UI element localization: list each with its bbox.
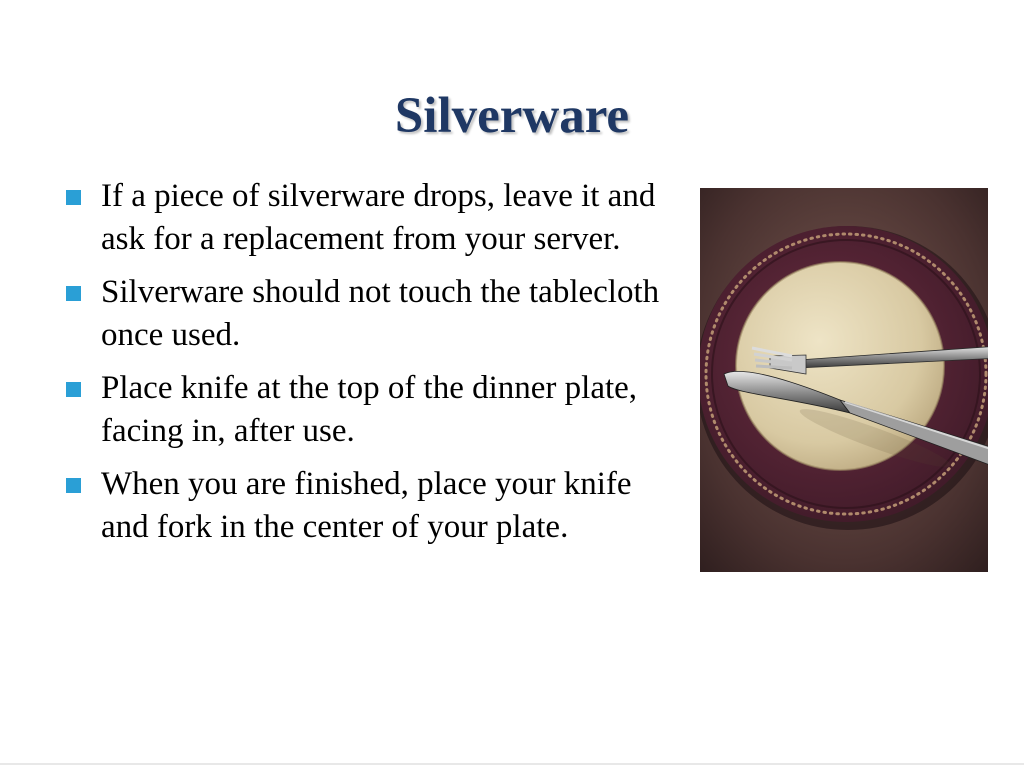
square-bullet-icon	[66, 478, 81, 493]
footer-divider	[0, 763, 1024, 765]
plate-photo	[700, 188, 988, 572]
slide-title: Silverware	[394, 88, 630, 144]
square-bullet-icon	[66, 286, 81, 301]
bullet-item	[64, 463, 664, 549]
bullet-list	[64, 175, 664, 559]
square-bullet-icon	[66, 382, 81, 397]
bullet-item	[64, 271, 664, 357]
bullet-text: Silverware should not touch the tablecloth once used.	[101, 274, 660, 353]
square-bullet-icon	[66, 190, 81, 205]
bullet-item	[64, 367, 664, 453]
bullet-item	[64, 175, 664, 261]
bullet-text: Place knife at the top of the dinner plate, facing in, after use.	[101, 370, 638, 449]
bullet-text: When you are finished, place your knife and fork in the center of your plate.	[101, 466, 632, 545]
bullet-text: If a piece of silverware drops, leave it and ask for a replacement from your server.	[101, 178, 656, 257]
